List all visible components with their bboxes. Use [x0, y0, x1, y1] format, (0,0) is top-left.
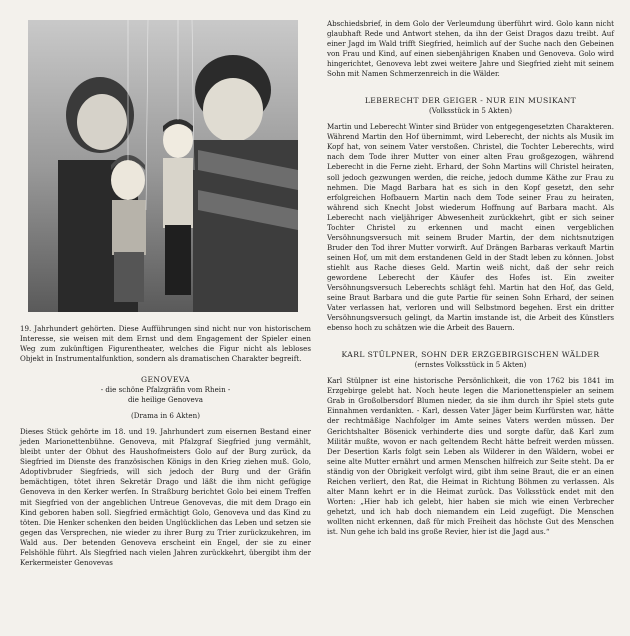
- genoveva-subtitle-2: die heilige Genoveva: [128, 395, 203, 405]
- karl-title: KARL STÜLPNER, SOHN DER ERZGEBIRGISCHEN WÄLDER: [341, 350, 600, 360]
- leberecht-text: Martin und Leberecht Winter sind Brüder von entgegengesetzten Charakteren. Während Martin den Hof übernimmt, wird Leberecht, der nichts als Musik im Kopf hat, von seinem Vater verstoßen. Christel, die Tochter Leberechts, wird nach dem Tode ihrer Mutter von einer alten Frau großgezogen, während Leberecht in die Ferne zieht. Erhard, der Sohn Martins will Christel heiraten, soll jedoch gezwungen werden, die reiche, jedoch dumme Käthe zur Frau zu nehmen. Die Magd Barbara hat es sich in den Kopf gesetzt, den sehr erfolgreichen Hofbauern Martin nach dem Tode seiner Frau zu heiraten, während sich Knecht Jobst wiederum Hoffnung auf Barbara macht. Als Leberecht nach vieljähriger Abwesenheit zurückkehrt, gibt er sich seiner Tochter Christel zu erkennen und macht einen vergeblichen Versöhnungsversuch mit seinem Bruder Martin, der dem nichtsnutzigen Bruder den Tod ihrer Mutter vorwirft. Auf Drängen Barbaras verkauft Martin seinen Hof, um mit dem erstandenen Geld in der Stadt leben zu können. Jobst stiehlt aus Rache dieses Geld. Martin weiß nicht, daß der sehr reich gewordene Leberecht der Käufer des Hofes ist. Ein zweiter Versöhnungsversuch Leberechts schlägt fehl. Martin hat den Hof, das Geld, seine Braut Barbara und die gute Partie für seinen Sohn Erhard, der seinen Vater verlassen hat, verloren und will Selbstmord begehen. Erst ein dritter Versöhnungsversuch gelingt, da Martin imstande ist, die Arbeit des Künstlers ebenso hoch zu schätzen wie die Arbeit des Bauern.: [327, 122, 614, 333]
- leberecht-title: LEBERECHT DER GEIGER - NUR EIN MUSIKANT: [364, 96, 577, 106]
- genoveva-genre: (Drama in 6 Akten): [131, 411, 200, 421]
- photo-illustration: [28, 20, 298, 312]
- genoveva-title: GENOVEVA: [140, 375, 191, 385]
- leberecht-genre: (Volksstück in 5 Akten): [429, 106, 512, 116]
- photograph-puppeteers-with-marionettes: [28, 20, 298, 312]
- genoveva-text: Dieses Stück gehörte im 18. und 19. Jahrhundert zum eisernen Bestand einer jeden Marionettenbühne. Genoveva, mit Pfalzgraf Siegfried jung vermählt, bleibt unter der Obhut des Haushofmeisters Golo auf der Burg zurück, da Siegfried im Dienste des französischen Königs in den Krieg ziehen muß. Golo, Adoptivbruder Siegfrieds, will sich jedoch der Burg und der Gräfin bemächtigen, tötet ihren Sekretär Drago und läßt die ihm nicht gefügige Genoveva in den Kerker werfen. In Straßburg berichtet Golo bei einem Treffen mit Siegfried von der angeblichen Untreue Genovevas, die mit dem Drago ein Kind geboren haben soll. Siegfried ermächtigt Golo, Genoveva und das Kind zu töten. Die Henker schenken den beiden Unglücklichen das Leben und setzen sie gegen das Versprechen, nie wieder zu ihrer Burg zu Trier zurückzukehren, im Wald aus. Der betenden Genoveva erscheint ein Engel, der sie zu einer Felshöhle führt. Als Siegfried nach vielen Jahren zurückkehrt, übergibt ihm der Kerkermeister Genovevas: [20, 427, 311, 567]
- karl-text: Karl Stülpner ist eine historische Persönlichkeit, die von 1762 bis 1841 im Erzgebirge gelebt hat. Noch heute legen die Marionettenspieler an seinem Grab in Großolbersdorf Blumen nieder, da sie ihm durch ihr Spiel stets gute Einnahmen verdankten. - Karl, dessen Vater Jäger beim Kurfürsten war, hätte der rechtmäßige Nachfolger im Amte seines Vaters werden müssen. Der Gerichtshalter Bösenick verhinderte dies und sorgte dafür, daß Karl zum Militär mußte, wovon er nach geltendem Recht hätte befreit werden müssen. Der Desertion Karls folgt sein Leben als Wilderer in den Wäldern, wobei er seine alte Mutter ernährt und armen Menschen hilfreich zur Seite steht. Da er ständig von der Obrigkeit verfolgt wird, gibt ihm seine Braut, die er an einen Reichen verliert, den Rat, die Heimat in Richtung Böhmen zu verlassen. Als alter Mann kehrt er in die Heimat zurück. Das Volksstück endet mit den Worten: „Hier hab ich gelebt, hier haben sie mich wie einen Verbrecher gehetzt, und ich hab doch niemandem ein Leid zugefügt. Die Menschen wollten nicht erkennen, daß für mich Freiheit das höchste Gut des Menschen ist. Nun gehe ich bald ins große Revier, hier ist die Jagd aus.“: [327, 376, 614, 536]
- right-column-text: [327, 19, 614, 636]
- genoveva-subtitle-1: - die schöne Pfalzgräfin vom Rhein -: [100, 385, 231, 395]
- karl-genre: (ernstes Volksstück in 5 Akten): [414, 360, 527, 370]
- genoveva-continued: Abschiedsbrief, in dem Golo der Verleumdung überführt wird. Golo kann nicht glaubhaft Rede und Antwort stehen, da ihn der Geist Dragos dazu treibt. Auf einer Jagd im Wald trifft Siegfried, heimlich auf der Suche nach den Gebeinen von Frau und Kind, auf einen siebenjährigen Knaben und Genoveva. Golo wird hingerichtet, Genoveva lebt zwei weitere Jahre und Siegfried zieht mit seinem Sohn mit Namen Schmerzenreich in die Wälder.: [327, 19, 614, 79]
- intro-paragraph: 19. Jahrhundert gehörten. Diese Aufführungen sind nicht nur von historischem Interesse, sie weisen mit dem Ernst und dem Engagement der Spieler einen Weg zum zukünftigen Figurentheater, welches die Figur nicht als lebloses Objekt in Instrumentalfunktion, sondern als dramatischen Charakter begreift.: [20, 324, 311, 364]
- left-column-text: [20, 324, 311, 636]
